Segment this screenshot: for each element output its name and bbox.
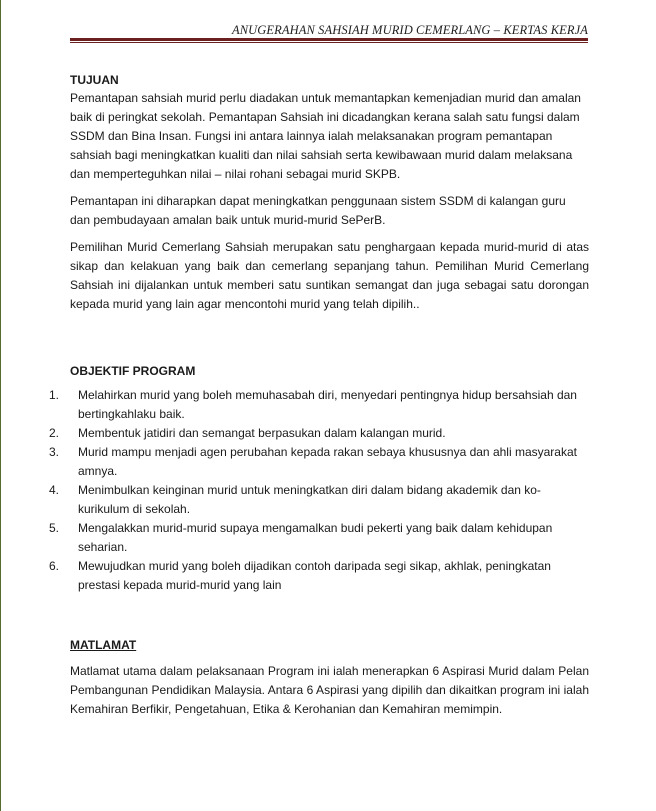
list-item-number: 6. bbox=[49, 559, 60, 573]
list-item-text: Mewujudkan murid yang boleh dijadikan contoh daripada segi sikap, akhlak, peningkatan prestasi kepada murid-murid yang lain bbox=[78, 559, 551, 592]
objektif-heading: OBJEKTIF PROGRAM bbox=[70, 364, 196, 378]
list-item bbox=[49, 519, 589, 557]
list-item-number: 1. bbox=[49, 388, 60, 402]
tujuan-paragraph-1: Pemantapan sahsiah murid perlu diadakan untuk memantapkan kemenjadian murid dan amalan baik di peringkat sekolah. Pemantapan Sahsiah ini dicadangkan kerana salah satu fungsi dalam SSDM dan Bina Insan. Fungsi ini antara lainnya ialah melaksanakan program pemantapan sahsiah bagi meningkatkan kualiti dan nilai sahsiah serta kewibawaan murid dalam melaksana dan memperteguhkan nilai – nilai rohani sebagai murid SKPB. bbox=[70, 91, 581, 181]
list-item bbox=[49, 386, 589, 424]
matlamat-heading: MATLAMAT bbox=[70, 638, 137, 652]
list-item-number: 2. bbox=[49, 426, 60, 440]
objektif-section bbox=[49, 363, 589, 595]
matlamat-paragraph: Matlamat utama dalam pelaksanaan Program ini ialah menerapkan 6 Aspirasi Murid dalam Pelan Pembangunan Pendidikan Malaysia. Antara 6 Aspirasi yang dipilih dan dikaitkan program ini ialah Kemahiran Berfikir, Pengetahuan, Etika & Kerohanian dan Kemahiran memimpin. bbox=[70, 664, 589, 716]
list-item bbox=[49, 557, 589, 595]
list-item bbox=[49, 443, 589, 481]
document-header-title: ANUGERAHAN SAHSIAH MURID CEMERLANG – KERTAS KERJA bbox=[231, 23, 588, 37]
matlamat-section bbox=[70, 637, 589, 719]
list-item-text: Membentuk jatidiri dan semangat berpasukan dalam kalangan murid. bbox=[78, 426, 446, 440]
header-rule bbox=[70, 38, 588, 41]
header-rule-thin bbox=[70, 42, 588, 43]
list-item-number: 4. bbox=[49, 483, 60, 497]
objektif-list bbox=[49, 386, 589, 595]
tujuan-paragraph-3: Pemilihan Murid Cemerlang Sahsiah merupakan satu penghargaan kepada murid-murid di atas sikap dan kelakuan yang baik dan cemerlang sepanjang tahun. Pemilihan Murid Cemerlang Sahsiah ini dijalankan untuk memberi satu suntikan semangat dan juga sebagai satu dorongan kepada murid yang lain agar mencontohi murid yang telah dipilih.. bbox=[70, 240, 589, 311]
document-body bbox=[49, 72, 589, 719]
list-item-text: Mengalakkan murid-murid supaya mengamalkan budi pekerti yang baik dalam kehidupan seharian. bbox=[78, 521, 553, 554]
list-item bbox=[49, 424, 589, 443]
list-item-number: 5. bbox=[49, 521, 60, 535]
tujuan-paragraph-2: Pemantapan ini diharapkan dapat meningkatkan penggunaan sistem SSDM di kalangan guru dan pembudayaan amalan baik untuk murid-murid SePerB. bbox=[70, 194, 566, 227]
list-item-text: Melahirkan murid yang boleh memuhasabah diri, menyedari pentingnya hidup bersahsiah dan bertingkahlaku baik. bbox=[78, 388, 577, 421]
list-item-number: 3. bbox=[49, 445, 60, 459]
page-border bbox=[0, 0, 1, 811]
list-item-text: Menimbulkan keinginan murid untuk meningkatkan diri dalam bidang akademik dan ko-kurikulum di sekolah. bbox=[78, 483, 541, 516]
tujuan-heading: TUJUAN bbox=[70, 73, 119, 87]
tujuan-section bbox=[70, 72, 589, 314]
list-item-text: Murid mampu menjadi agen perubahan kepada rakan sebaya khususnya dan ahli masyarakat amnya. bbox=[78, 445, 577, 478]
list-item bbox=[49, 481, 589, 519]
